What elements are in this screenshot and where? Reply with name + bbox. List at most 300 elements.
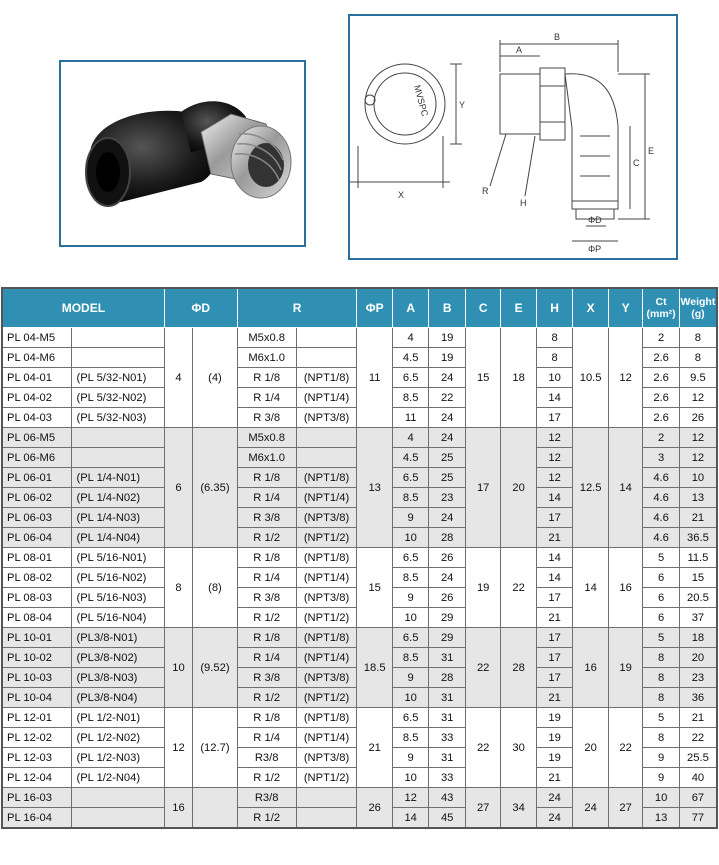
header-x: X xyxy=(573,288,608,328)
cell-b: 43 xyxy=(429,788,466,808)
cell-weight: 8 xyxy=(679,328,717,348)
cell-e: 22 xyxy=(501,548,536,628)
cell-tube-od: 4 xyxy=(164,328,192,428)
cell-ct: 9 xyxy=(643,748,680,768)
cell-e: 30 xyxy=(501,708,536,788)
cell-weight: 22 xyxy=(679,728,717,748)
cell-weight: 26 xyxy=(679,408,717,428)
cell-x: 12.5 xyxy=(573,428,608,548)
cell-model: PL 06-M6 xyxy=(2,448,72,468)
cell-model: PL 12-02 xyxy=(2,728,72,748)
cell-thread-npt: (NPT1/8) xyxy=(296,708,357,728)
cell-x: 24 xyxy=(573,788,608,829)
cell-model-alt: (PL 1/2-N03) xyxy=(72,748,164,768)
cell-model: PL 16-03 xyxy=(2,788,72,808)
cell-h: 24 xyxy=(536,788,573,808)
cell-h: 19 xyxy=(536,728,573,748)
cell-h: 19 xyxy=(536,708,573,728)
cell-thread-npt: (NPT3/8) xyxy=(296,668,357,688)
cell-a: 9 xyxy=(392,668,429,688)
cell-h: 12 xyxy=(536,448,573,468)
cell-x: 10.5 xyxy=(573,328,608,428)
cell-e: 20 xyxy=(501,428,536,548)
cell-model-alt: (PL 5/16-N04) xyxy=(72,608,164,628)
dim-label-x: X xyxy=(398,190,405,200)
cell-model-alt: (PL3/8-N02) xyxy=(72,648,164,668)
cell-a: 6.5 xyxy=(392,548,429,568)
cell-c: 22 xyxy=(465,628,500,708)
cell-ct: 3 xyxy=(643,448,680,468)
cell-model: PL 06-03 xyxy=(2,508,72,528)
cell-b: 29 xyxy=(429,628,466,648)
cell-thread: R 3/8 xyxy=(237,668,296,688)
cell-ct: 2.6 xyxy=(643,408,680,428)
header-a: A xyxy=(392,288,429,328)
cell-thread-npt: (NPT1/2) xyxy=(296,528,357,548)
cell-y: 22 xyxy=(608,708,642,788)
cell-thread: M6x1.0 xyxy=(237,448,296,468)
cell-thread-npt: (NPT1/4) xyxy=(296,488,357,508)
cell-c: 17 xyxy=(465,428,500,548)
cell-model-alt: (PL 1/4-N04) xyxy=(72,528,164,548)
cell-model: PL 08-01 xyxy=(2,548,72,568)
cell-thread-npt xyxy=(296,788,357,808)
cell-a: 4 xyxy=(392,428,429,448)
cell-e: 28 xyxy=(501,628,536,708)
cell-model: PL 10-03 xyxy=(2,668,72,688)
cell-model: PL 08-03 xyxy=(2,588,72,608)
cell-model: PL 12-01 xyxy=(2,708,72,728)
cell-a: 10 xyxy=(392,768,429,788)
cell-thread-npt: (NPT1/4) xyxy=(296,728,357,748)
cell-thread: R3/8 xyxy=(237,748,296,768)
cell-h: 10 xyxy=(536,368,573,388)
cell-h: 17 xyxy=(536,648,573,668)
cell-model-alt: (PL 1/4-N02) xyxy=(72,488,164,508)
cell-p: 26 xyxy=(357,788,392,829)
cell-thread-npt: (NPT1/2) xyxy=(296,688,357,708)
cell-weight: 12 xyxy=(679,428,717,448)
cell-tube-od: 10 xyxy=(164,628,192,708)
cell-tube-od-inch: (4) xyxy=(193,328,238,428)
cell-b: 25 xyxy=(429,448,466,468)
cell-thread-npt: (NPT1/2) xyxy=(296,608,357,628)
cell-b: 31 xyxy=(429,748,466,768)
header-e: E xyxy=(501,288,536,328)
dim-label-r: R xyxy=(482,186,489,196)
cell-c: 19 xyxy=(465,548,500,628)
cell-b: 33 xyxy=(429,768,466,788)
cell-model: PL 06-01 xyxy=(2,468,72,488)
cell-a: 4.5 xyxy=(392,348,429,368)
cell-p: 15 xyxy=(357,548,392,628)
dim-label-c: C xyxy=(633,158,640,168)
cell-weight: 15 xyxy=(679,568,717,588)
cell-thread: R 1/8 xyxy=(237,708,296,728)
cell-h: 14 xyxy=(536,488,573,508)
table-row xyxy=(2,628,717,648)
cell-x: 20 xyxy=(573,708,608,788)
cell-thread-npt xyxy=(296,328,357,348)
cell-a: 9 xyxy=(392,588,429,608)
cell-weight: 21 xyxy=(679,708,717,728)
cell-model-alt: (PL 1/2-N01) xyxy=(72,708,164,728)
cell-p: 13 xyxy=(357,428,392,548)
cell-b: 24 xyxy=(429,508,466,528)
cell-b: 24 xyxy=(429,568,466,588)
cell-model-alt xyxy=(72,448,164,468)
cell-weight: 18 xyxy=(679,628,717,648)
cell-model: PL 04-02 xyxy=(2,388,72,408)
header-b: B xyxy=(429,288,466,328)
cell-b: 33 xyxy=(429,728,466,748)
cell-h: 24 xyxy=(536,808,573,829)
cell-a: 11 xyxy=(392,408,429,428)
dimension-drawing xyxy=(350,16,676,258)
cell-weight: 77 xyxy=(679,808,717,829)
cell-thread: R 1/8 xyxy=(237,468,296,488)
header-h: H xyxy=(536,288,573,328)
cell-b: 22 xyxy=(429,388,466,408)
cell-thread: R3/8 xyxy=(237,788,296,808)
cell-model: PL 08-02 xyxy=(2,568,72,588)
cell-model-alt: (PL 5/16-N03) xyxy=(72,588,164,608)
cell-tube-od-inch xyxy=(193,788,238,829)
cell-h: 21 xyxy=(536,688,573,708)
cell-model-alt: (PL 5/16-N01) xyxy=(72,548,164,568)
table-row xyxy=(2,328,717,348)
cell-c: 22 xyxy=(465,708,500,788)
cell-y: 14 xyxy=(608,428,642,548)
cell-model: PL 04-M6 xyxy=(2,348,72,368)
cell-weight: 40 xyxy=(679,768,717,788)
cell-thread: R 1/4 xyxy=(237,728,296,748)
cell-x: 14 xyxy=(573,548,608,628)
cell-h: 17 xyxy=(536,408,573,428)
cell-ct: 4.6 xyxy=(643,468,680,488)
cell-tube-od: 6 xyxy=(164,428,192,548)
cell-thread: R 1/2 xyxy=(237,808,296,829)
cell-ct: 2 xyxy=(643,428,680,448)
header-r: R xyxy=(237,288,357,328)
cell-model-alt: (PL 5/32-N01) xyxy=(72,368,164,388)
cell-p: 11 xyxy=(357,328,392,428)
cell-y: 12 xyxy=(608,328,642,428)
cell-model-alt xyxy=(72,348,164,368)
cell-thread: R 3/8 xyxy=(237,408,296,428)
cell-thread-npt: (NPT1/8) xyxy=(296,368,357,388)
cell-model: PL 06-02 xyxy=(2,488,72,508)
cell-a: 8.5 xyxy=(392,388,429,408)
cell-p: 21 xyxy=(357,708,392,788)
cell-weight: 37 xyxy=(679,608,717,628)
cell-model: PL 04-M5 xyxy=(2,328,72,348)
table-body xyxy=(2,328,717,829)
header-c: C xyxy=(465,288,500,328)
cell-thread-npt: (NPT1/8) xyxy=(296,548,357,568)
cell-model-alt xyxy=(72,788,164,808)
cell-c: 27 xyxy=(465,788,500,829)
cell-model: PL 06-04 xyxy=(2,528,72,548)
dim-label-a: A xyxy=(516,45,523,55)
cell-ct: 9 xyxy=(643,768,680,788)
cell-thread: R 1/4 xyxy=(237,488,296,508)
elbow-fitting-photo xyxy=(61,62,304,245)
cell-model-alt: (PL3/8-N03) xyxy=(72,668,164,688)
cell-b: 26 xyxy=(429,548,466,568)
cell-ct: 2.6 xyxy=(643,348,680,368)
header-y: Y xyxy=(608,288,642,328)
cell-thread: R 1/8 xyxy=(237,548,296,568)
cell-thread-npt: (NPT1/8) xyxy=(296,468,357,488)
cell-a: 8.5 xyxy=(392,488,429,508)
cell-thread: R 1/2 xyxy=(237,608,296,628)
cell-thread-npt xyxy=(296,428,357,448)
cell-model: PL 10-04 xyxy=(2,688,72,708)
cell-model: PL 16-04 xyxy=(2,808,72,829)
cell-model: PL 10-02 xyxy=(2,648,72,668)
cell-y: 16 xyxy=(608,548,642,628)
cell-h: 17 xyxy=(536,628,573,648)
technical-drawing-frame xyxy=(348,14,678,260)
cell-weight: 13 xyxy=(679,488,717,508)
cell-ct: 4.6 xyxy=(643,528,680,548)
cell-a: 6.5 xyxy=(392,708,429,728)
cell-ct: 8 xyxy=(643,728,680,748)
cell-h: 21 xyxy=(536,768,573,788)
cell-a: 9 xyxy=(392,748,429,768)
cell-b: 31 xyxy=(429,688,466,708)
cell-thread: R 1/4 xyxy=(237,648,296,668)
cell-h: 21 xyxy=(536,528,573,548)
cell-ct: 2.6 xyxy=(643,368,680,388)
cell-tube-od: 12 xyxy=(164,708,192,788)
cell-h: 14 xyxy=(536,568,573,588)
cell-b: 28 xyxy=(429,528,466,548)
table-row xyxy=(2,788,717,808)
cell-y: 27 xyxy=(608,788,642,829)
cell-c: 15 xyxy=(465,328,500,428)
cell-ct: 4.6 xyxy=(643,508,680,528)
cell-thread: M5x0.8 xyxy=(237,428,296,448)
cell-model-alt: (PL 5/32-N03) xyxy=(72,408,164,428)
cell-a: 4 xyxy=(392,328,429,348)
cell-weight: 25.5 xyxy=(679,748,717,768)
cell-model-alt: (PL3/8-N01) xyxy=(72,628,164,648)
cell-thread-npt: (NPT1/4) xyxy=(296,388,357,408)
specification-table xyxy=(1,287,718,829)
cell-p: 18.5 xyxy=(357,628,392,708)
cell-weight: 20.5 xyxy=(679,588,717,608)
cell-thread-npt: (NPT3/8) xyxy=(296,748,357,768)
cell-weight: 20 xyxy=(679,648,717,668)
cell-thread-npt: (NPT3/8) xyxy=(296,588,357,608)
cell-ct: 6 xyxy=(643,588,680,608)
cell-weight: 36.5 xyxy=(679,528,717,548)
cell-h: 12 xyxy=(536,428,573,448)
cell-b: 24 xyxy=(429,428,466,448)
cell-thread: R 1/2 xyxy=(237,528,296,548)
cell-a: 14 xyxy=(392,808,429,829)
cell-a: 6.5 xyxy=(392,468,429,488)
cell-b: 19 xyxy=(429,348,466,368)
cell-a: 8.5 xyxy=(392,568,429,588)
cell-model: PL 12-04 xyxy=(2,768,72,788)
cell-ct: 8 xyxy=(643,648,680,668)
cell-model-alt: (PL 5/16-N02) xyxy=(72,568,164,588)
header-weight-unit: (g) xyxy=(691,308,705,320)
cell-h: 8 xyxy=(536,348,573,368)
cell-weight: 21 xyxy=(679,508,717,528)
cell-tube-od-inch: (9.52) xyxy=(193,628,238,708)
cell-h: 12 xyxy=(536,468,573,488)
cell-y: 19 xyxy=(608,628,642,708)
cell-weight: 67 xyxy=(679,788,717,808)
dim-label-h: H xyxy=(520,198,527,208)
cell-a: 10 xyxy=(392,528,429,548)
cell-h: 17 xyxy=(536,588,573,608)
cell-tube-od-inch: (12.7) xyxy=(193,708,238,788)
cell-x: 16 xyxy=(573,628,608,708)
header-weight-top: Weight xyxy=(680,296,716,308)
cell-h: 17 xyxy=(536,508,573,528)
cell-model-alt: (PL 1/4-N01) xyxy=(72,468,164,488)
cell-b: 28 xyxy=(429,668,466,688)
product-photo-frame xyxy=(59,60,306,247)
cell-model-alt: (PL 1/2-N02) xyxy=(72,728,164,748)
dim-label-y: Y xyxy=(459,100,466,110)
cell-ct: 6 xyxy=(643,568,680,588)
cell-model: PL 12-03 xyxy=(2,748,72,768)
cell-ct: 8 xyxy=(643,688,680,708)
cell-model: PL 10-01 xyxy=(2,628,72,648)
cell-ct: 6 xyxy=(643,608,680,628)
cell-b: 31 xyxy=(429,708,466,728)
cell-thread-npt: (NPT3/8) xyxy=(296,508,357,528)
cell-b: 45 xyxy=(429,808,466,829)
cell-ct: 8 xyxy=(643,668,680,688)
cell-h: 17 xyxy=(536,668,573,688)
cell-model-alt xyxy=(72,808,164,829)
header-model: MODEL xyxy=(2,288,164,328)
cell-thread: R 1/8 xyxy=(237,368,296,388)
dim-label-p: ΦP xyxy=(588,244,602,254)
cell-e: 18 xyxy=(501,328,536,428)
cell-h: 21 xyxy=(536,608,573,628)
cell-model-alt xyxy=(72,328,164,348)
cell-b: 24 xyxy=(429,368,466,388)
cell-h: 14 xyxy=(536,548,573,568)
cell-thread-npt: (NPT1/4) xyxy=(296,568,357,588)
cell-b: 19 xyxy=(429,328,466,348)
cell-weight: 9.5 xyxy=(679,368,717,388)
table-row xyxy=(2,548,717,568)
dim-label-d: ΦD xyxy=(588,215,602,225)
cell-thread: R 1/4 xyxy=(237,388,296,408)
cell-tube-od: 8 xyxy=(164,548,192,628)
cell-ct: 2.6 xyxy=(643,388,680,408)
cell-ct: 5 xyxy=(643,628,680,648)
cell-a: 6.5 xyxy=(392,628,429,648)
header-ct xyxy=(643,288,680,328)
cell-a: 10 xyxy=(392,688,429,708)
cell-thread: R 1/2 xyxy=(237,688,296,708)
cell-thread-npt xyxy=(296,808,357,829)
cell-weight: 12 xyxy=(679,448,717,468)
cell-ct: 13 xyxy=(643,808,680,829)
cell-thread: R 1/4 xyxy=(237,568,296,588)
cell-model-alt: (PL3/8-N04) xyxy=(72,688,164,708)
cell-thread-npt xyxy=(296,348,357,368)
cell-thread-npt: (NPT3/8) xyxy=(296,408,357,428)
header-d: ΦD xyxy=(164,288,237,328)
cell-weight: 36 xyxy=(679,688,717,708)
cell-tube-od-inch: (8) xyxy=(193,548,238,628)
cell-b: 25 xyxy=(429,468,466,488)
cell-ct: 5 xyxy=(643,708,680,728)
table-row xyxy=(2,708,717,728)
cell-model: PL 04-03 xyxy=(2,408,72,428)
cell-a: 8.5 xyxy=(392,648,429,668)
cell-thread-npt: (NPT1/4) xyxy=(296,648,357,668)
cell-thread: M6x1.0 xyxy=(237,348,296,368)
cell-thread: M5x0.8 xyxy=(237,328,296,348)
cell-ct: 4.6 xyxy=(643,488,680,508)
cell-b: 31 xyxy=(429,648,466,668)
cell-e: 34 xyxy=(501,788,536,829)
cell-thread: R 3/8 xyxy=(237,508,296,528)
cell-thread: R 1/2 xyxy=(237,768,296,788)
cell-model-alt: (PL 5/32-N02) xyxy=(72,388,164,408)
cell-thread-npt xyxy=(296,448,357,468)
cell-b: 29 xyxy=(429,608,466,628)
cell-tube-od: 16 xyxy=(164,788,192,829)
cell-weight: 11.5 xyxy=(679,548,717,568)
cell-tube-od-inch: (6.35) xyxy=(193,428,238,548)
cell-a: 12 xyxy=(392,788,429,808)
header-p: ΦP xyxy=(357,288,392,328)
cell-thread-npt: (NPT1/8) xyxy=(296,628,357,648)
cell-thread-npt: (NPT1/2) xyxy=(296,768,357,788)
cell-ct: 10 xyxy=(643,788,680,808)
cell-a: 10 xyxy=(392,608,429,628)
cell-ct: 2 xyxy=(643,328,680,348)
dim-label-e: E xyxy=(648,146,655,156)
cell-thread: R 3/8 xyxy=(237,588,296,608)
cell-model: PL 08-04 xyxy=(2,608,72,628)
cell-weight: 12 xyxy=(679,388,717,408)
cell-model-alt: (PL 1/4-N03) xyxy=(72,508,164,528)
cell-model: PL 04-01 xyxy=(2,368,72,388)
cell-model: PL 06-M5 xyxy=(2,428,72,448)
cell-a: 9 xyxy=(392,508,429,528)
cell-b: 24 xyxy=(429,408,466,428)
cell-b: 23 xyxy=(429,488,466,508)
cell-h: 8 xyxy=(536,328,573,348)
cell-model-alt xyxy=(72,428,164,448)
dim-label-b: B xyxy=(554,32,561,42)
cell-model-alt: (PL 1/2-N04) xyxy=(72,768,164,788)
cell-a: 8.5 xyxy=(392,728,429,748)
table-row xyxy=(2,428,717,448)
header-ct-unit: (mm²) xyxy=(646,308,676,320)
header-ct-top: Ct xyxy=(655,296,667,308)
cell-ct: 5 xyxy=(643,548,680,568)
cell-h: 14 xyxy=(536,388,573,408)
cell-a: 4.5 xyxy=(392,448,429,468)
cell-b: 26 xyxy=(429,588,466,608)
cell-thread: R 1/8 xyxy=(237,628,296,648)
